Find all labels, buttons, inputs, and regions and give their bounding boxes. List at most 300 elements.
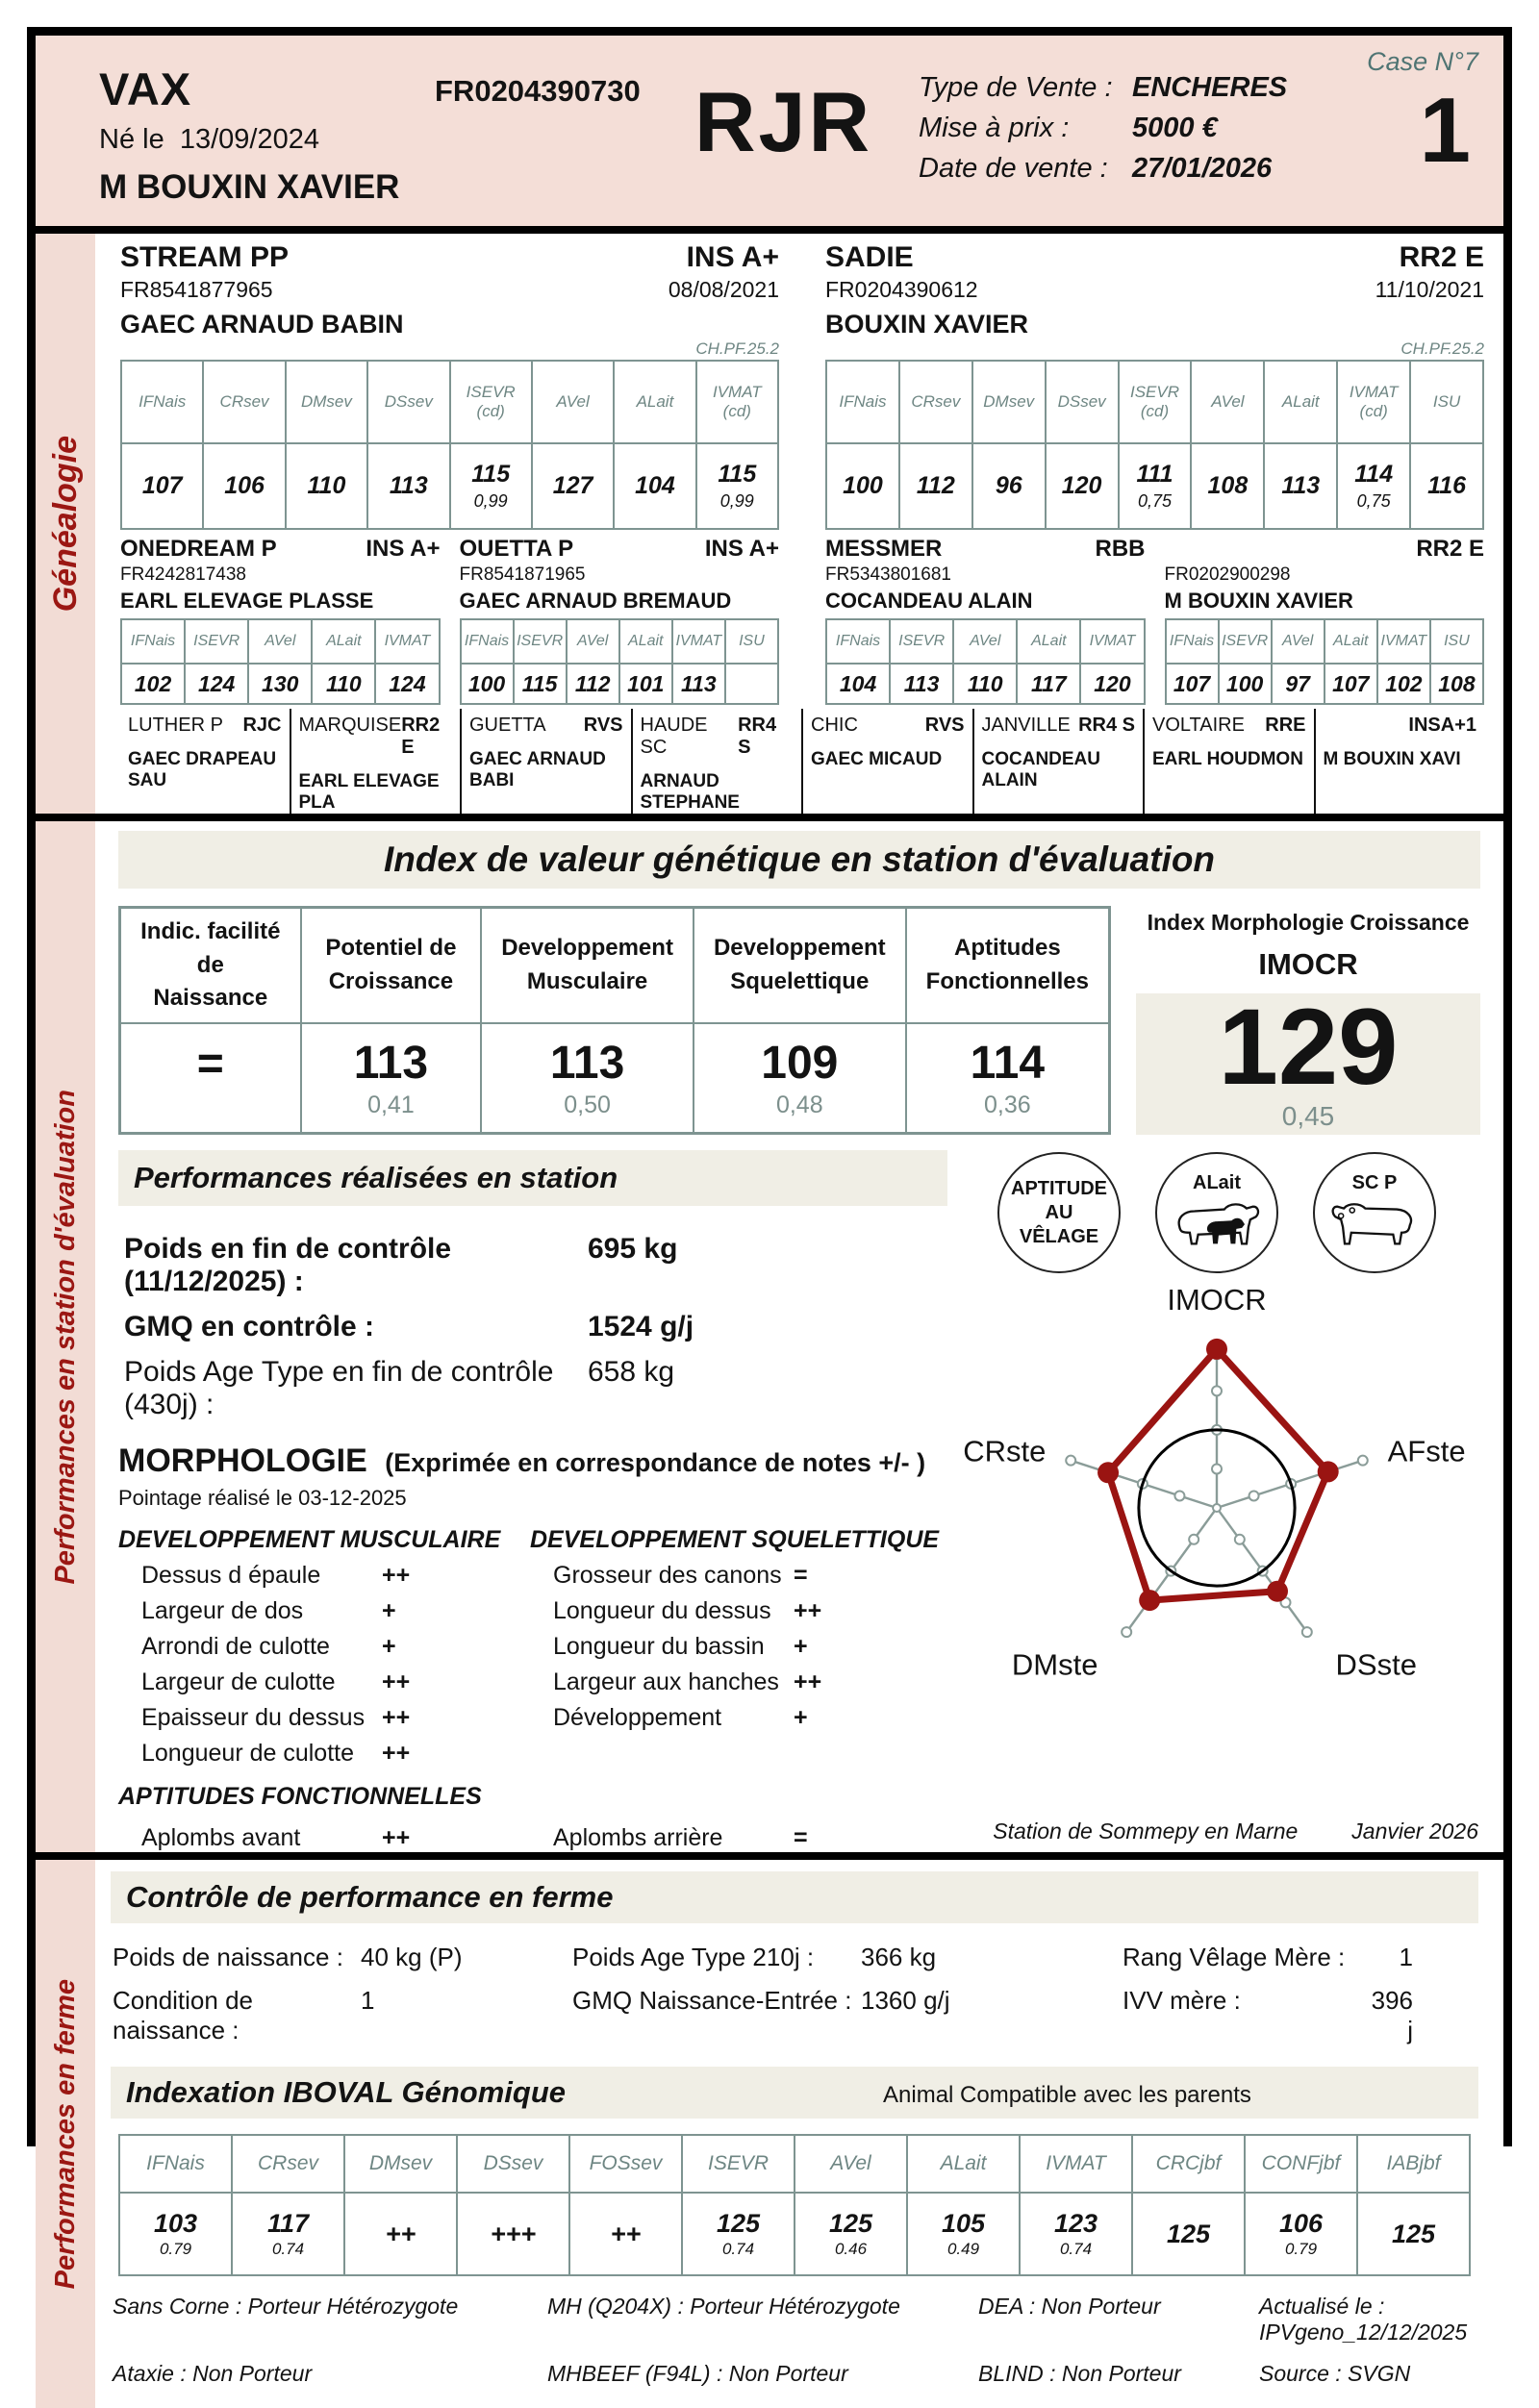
genetic-status-item: BLIND : Non Porteur [978,2361,1181,2386]
milk-aptitude-badge [1155,1152,1278,1273]
animal-name: VAX [99,63,192,114]
imocr-value: 129 [1218,987,1399,1108]
index-column-label: Indic. facilité de Naissance [121,909,300,1024]
stat-value: 117 [1016,665,1079,703]
station-name: Station de Sommepy en Marne [993,1819,1299,1844]
stat-column-header: IVMAT [374,620,438,663]
functional-row [118,1817,947,1852]
morphology-columns [118,1526,947,1768]
stat-value: 107 [1173,670,1211,696]
gp-id: FR8541871965 [459,564,586,585]
radar-tick [1212,1386,1222,1395]
breed-code: RJR [694,74,873,169]
great-grandparent-cell [801,709,972,814]
genetic-status-row [113,2294,1478,2345]
ggp-status: RRE [1265,715,1306,736]
stat-column-header: IFNais [146,2152,205,2175]
radar-data-point [1097,1462,1119,1483]
gp-id: FR0202900298 [1164,564,1291,585]
stat-column-header: ISEVR (cd) [1118,362,1191,442]
imocr-block [1136,906,1480,1135]
case-block [1367,47,1478,182]
badges-row [997,1152,1436,1273]
stat-value: 124 [184,665,247,703]
stat-column-header: IFNais [1169,633,1215,650]
ggp-name: JANVILLE [981,715,1071,736]
dam-half [825,241,1484,530]
ggp-breeder: COCANDEAU ALAIN [981,749,1100,790]
great-grandparent-cell [460,709,631,814]
great-grandparent-cell [631,709,802,814]
sale-type-row [919,72,1287,104]
stat-value: 125 0.74 [681,2194,794,2274]
station-content [95,821,1505,1852]
stat-value: 107 [1324,665,1376,703]
stat-value: 116 [1409,444,1482,528]
stat-value: 108 [1190,444,1263,528]
ggp-status: RR2 E [401,715,441,758]
stat-column-header: AVel [1271,620,1324,663]
index-value: 113 [353,1038,429,1089]
sale-type-value: ENCHERES [1132,72,1288,103]
label-value-row: Longueur de culotte ++ [141,1740,411,1767]
gp-name: ONEDREAM P [120,536,277,562]
stat-column-header: DSsev [1045,362,1118,442]
stat-column-header: ALait [613,362,694,442]
stat-column-header: IVMAT [1019,2136,1131,2192]
sire-header [120,241,779,274]
stat-column-header: ISEVR [1218,620,1271,663]
sire-name: STREAM PP [120,241,290,273]
stat-value: 110 [311,665,374,703]
sire-ref: CH.PF.25.2 [695,339,779,358]
sale-date-value: 27/01/2026 [1132,153,1273,184]
station-date: Janvier 2026 [1351,1819,1478,1844]
stat-value: 125 [1356,2194,1469,2274]
sale-date-row [919,153,1287,185]
radar-center [1213,1504,1221,1512]
dam-index-table [825,360,1484,530]
case-number: Case N°7 [1367,47,1478,76]
dam-sub [825,277,1484,303]
index-column [905,909,1108,1132]
section-divider [36,814,1503,821]
ggp-status: RR4 S [738,715,777,758]
stat-column-header: ALait [1263,362,1336,442]
stat-column-header: AVel [531,362,613,442]
dam-date: 11/10/2021 [1375,277,1484,302]
ggp-name: LUTHER P [128,715,223,736]
price-label: Mise à prix : [919,113,1070,143]
gp-breeder: M BOUXIN XAVIER [1164,589,1353,613]
stat-value: 124 [374,665,438,703]
stat-value: 115 0,99 [449,444,531,528]
stat-column-header: ISEVR [889,620,952,663]
station-left-column [109,1150,947,1852]
birth-date-line [99,124,319,156]
stat-column-header: CONFjbf [1244,2136,1356,2192]
header [36,36,1503,226]
label-value-row: Aplombs arrière = [553,1824,808,1851]
label-value-row: GMQ en contrôle : 1524 g/j [124,1311,694,1342]
stat-column-header: DMsev [285,362,366,442]
radar-chart [947,1273,1486,1727]
stat-value: 113 [889,665,952,703]
stat-value: 97 [1271,665,1324,703]
stat-value: 96 [971,444,1045,528]
imocr-cd: 0,45 [1281,1100,1335,1131]
dam-breeder: BOUXIN XAVIER [825,310,1029,339]
radar-tick [1174,1491,1184,1500]
label-value-row: Poids Age Type en fin de contrôle (430j) : 658 kg [124,1356,675,1420]
stat-column-header: IABjbf [1356,2136,1469,2192]
skeletal-column [530,1526,942,1768]
stat-column-header: AVel [794,2136,906,2192]
farm-section [36,1860,1503,2408]
station-footer [947,1819,1486,1852]
gp-breeder: EARL ELEVAGE PLASSE [120,589,374,613]
radar-tick [1189,1535,1198,1544]
gp-status: RR2 E [1416,536,1484,562]
stat-column-header: AVel [247,620,311,663]
stat-column-header: CRsev [898,362,971,442]
stat-column-header: CRsev [231,2136,343,2192]
stat-column-header: IVMAT [1079,620,1143,663]
index-value: 113 [549,1038,625,1089]
grandsire-maternal-block [825,536,1146,705]
genetic-status-item: Sans Corne : Porteur Hétérozygote [113,2294,459,2319]
card-frame [27,27,1512,2386]
index-column-label: Developpement Squelettique [694,909,905,1024]
functional-right [530,1817,942,1852]
functional-title: APTITUDES FONCTIONNELLES [118,1783,482,1810]
great-grandparent-cell [120,709,290,814]
radar-axis-end [1358,1456,1368,1466]
stat-column-header: CRCjbf [1131,2136,1244,2192]
stat-value: 103 0.79 [153,2209,198,2258]
dam-name: SADIE [825,241,914,273]
stat-value: 127 [531,444,613,528]
station-body [109,1150,1486,1852]
farm-rail-label: Performances en ferme [49,1978,81,2290]
stat-column-header: IFNais [130,633,176,650]
gp-index-table [460,618,780,705]
label-value-row: Poids de naissance : 40 kg (P) [113,1943,463,1971]
ggp-name: HAUDE SC [640,715,708,758]
sire-half [120,241,779,530]
stat-value: 115 0,99 [695,444,777,528]
ggp-breeder: M BOUXIN XAVI [1323,749,1461,769]
index-column [693,909,905,1132]
morphology-header [118,1442,947,1511]
stat-column-header: IVMAT [671,620,724,663]
sire-status: INS A+ [686,241,779,273]
gp-status: INS A+ [366,536,441,562]
stat-value: ++ [343,2194,456,2274]
farm-control-title [111,1871,1478,1923]
stat-value: 110 [952,665,1016,703]
station-title: Index de valeur génétique en station d'évaluation [118,831,1480,889]
farm-content [95,1860,1503,2408]
ggp-breeder: EARL HOUDMON [1152,749,1303,769]
radar-data-point [1267,1581,1288,1602]
radar-axis-label: DSste [1335,1647,1417,1682]
section-divider [36,1852,1503,1860]
gp-name: OUETTA P [459,536,574,562]
calving-aptitude-label: APTITUDE AU VÊLAGE [1011,1177,1107,1247]
milk-aptitude-label: ALait [1193,1171,1241,1193]
label-value-row: Aplombs avant ++ [141,1824,411,1851]
sire-breeder: GAEC ARNAUD BABIN [120,310,404,339]
granddam-maternal-block [1165,536,1485,705]
stat-value: ++ [568,2194,681,2274]
ggp-breeder: EARL ELEVAGE PLA [298,771,440,813]
stat-column-header: ALait [618,620,671,663]
radar-tick [1212,1464,1222,1473]
station-rail-label: Performances en station d'évaluation [49,1089,81,1585]
gp-name: MESSMER [825,536,943,562]
station-conformation-label: SC P [1351,1171,1398,1193]
stat-column-header: IFNais [835,633,881,650]
stat-value: 113 [671,665,724,703]
farm-facts [109,1923,1484,2067]
label-value-row: Poids Age Type 210j : 366 kg [572,1943,937,1971]
animal-id: FR0204390730 [435,74,641,108]
radar-axis-label: AFste [1387,1434,1466,1468]
calving-aptitude-badge [997,1152,1121,1273]
genetic-status-item: MH (Q204X) : Porteur Hétérozygote [547,2294,900,2319]
stat-value: 100 [1218,665,1271,703]
farm-rail [36,1860,95,2408]
imocr-title: Index Morphologie Croissance [1147,910,1470,935]
stat-value: +++ [456,2194,568,2274]
index-cd: 0,36 [984,1091,1031,1118]
gp-status: RBB [1095,536,1146,562]
sale-date-label: Date de vente : [919,153,1108,184]
ggp-breeder: ARNAUD STEPHANE [640,771,740,813]
great-grandparent-cell [1314,709,1485,814]
stat-column-header: AVel [952,620,1016,663]
dam-block [825,241,1484,530]
ggp-status: RR4 S [1078,715,1135,736]
dam-header [825,241,1484,274]
stat-column-header: IFNais [839,391,887,411]
index-value: = [196,1038,224,1090]
genetic-status-item: DEA : Non Porteur [978,2294,1161,2319]
skeletal-list [530,1562,942,1732]
stat-value: 113 [366,444,448,528]
stat-column-header: ISU [1409,362,1482,442]
ggp-status: RJC [242,715,282,736]
station-weights [124,1233,947,1421]
iboval-compatibility-note: Animal Compatible avec les parents [883,2082,1251,2108]
radar-axis-label: IMOCR [1167,1283,1267,1317]
farm-control-title-text: Contrôle de performance en ferme [126,1880,614,1914]
gp-status: INS A+ [704,536,779,562]
stat-column-header: DMsev [971,362,1045,442]
genetic-status-row [113,2361,1478,2387]
muscular-title: DEVELOPPEMENT MUSCULAIRE [118,1526,501,1553]
stat-column-header: AVel [1190,362,1263,442]
ggp-status: INSA+1 [1408,715,1476,736]
stat-column-header: DSsev [456,2136,568,2192]
label-value-row: Développement + [553,1704,808,1731]
sale-type-label: Type de Vente : [919,72,1113,103]
dam-ref: CH.PF.25.2 [1400,339,1484,358]
stat-column-header: ALait [1016,620,1079,663]
stat-column-header: IVMAT [1376,620,1429,663]
station-right-column [947,1150,1486,1852]
genetic-status-item: Ataxie : Non Porteur [113,2361,313,2386]
index-column [480,909,693,1132]
radar-axis-end [1302,1627,1312,1637]
stat-value: 101 [618,665,671,703]
ggp-status: RVS [924,715,965,736]
stat-column-header: IVMAT (cd) [695,362,777,442]
grandsire-paternal-block [120,536,441,705]
label-value-row: Dessus d épaule ++ [141,1562,411,1589]
station-rail [36,821,95,1852]
gp-index-table [120,618,441,705]
stat-value: 125 0.46 [794,2194,906,2274]
genetic-status-item: Actualisé le : IPVgeno_12/12/2025 [1259,2294,1468,2345]
radar-axis-end [1122,1627,1131,1637]
morphology-scoring-date: Pointage réalisé le 03-12-2025 [118,1486,407,1510]
ggp-name: MARQUISE [298,715,402,736]
stat-column-header: ISEVR (cd) [449,362,531,442]
label-value-row: Rang Vêlage Mère : 1 [1123,1943,1413,1971]
stat-value: 114 0,75 [1336,444,1409,528]
gp-id: FR4242817438 [120,564,246,585]
radar-axis-label: DMste [1011,1647,1098,1682]
cow-with-calf-icon [1170,1197,1264,1255]
functional-aptitudes [118,1783,947,1852]
stat-value: 102 [134,670,172,696]
stat-column-header: ALait [1324,620,1376,663]
stat-column-header: ISU [724,620,777,663]
imocr-value-box [1136,987,1480,1135]
stat-column-header: DMsev [343,2136,456,2192]
stat-value: 106 [202,444,284,528]
index-cd: 0,48 [775,1091,823,1118]
radar-axis-end [1066,1456,1075,1466]
grandparents-right [825,536,1484,705]
genealogy-rail-label: Généalogie [46,435,84,613]
iboval-title-band [111,2067,1478,2119]
stat-value: 100 [467,670,506,696]
stat-value: 107 [141,472,183,499]
ggp-breeder: GAEC DRAPEAU SAU [128,749,277,790]
stat-column-header: CRsev [202,362,284,442]
label-value-row: Condition de naissance : 1 [113,1986,375,2044]
label-value-row: Largeur aux hanches ++ [553,1668,822,1695]
stat-value [724,665,777,703]
index-column-label: Aptitudes Fonctionnelles [907,909,1108,1024]
stat-value: 106 0.79 [1244,2194,1356,2274]
gp-index-table [1165,618,1485,705]
grandparents-row [120,536,1484,705]
stat-column-header: ALait [906,2136,1019,2192]
skeletal-title: DEVELOPPEMENT SQUELETTIQUE [530,1526,940,1553]
sire-index-table [120,360,779,530]
stat-column-header: FOSsev [568,2136,681,2192]
station-section [36,821,1503,1852]
genealogy-rail [36,234,95,814]
gp-breeder: COCANDEAU ALAIN [825,589,1033,613]
stat-column-header: ISEVR [513,620,566,663]
label-value-row: IVV mère : 396 j [1123,1986,1413,2044]
price-row [919,113,1287,144]
stat-column-header: DSsev [366,362,448,442]
station-index-row [118,906,1480,1135]
gp-id: FR5343801681 [825,564,951,585]
ggp-breeder: GAEC MICAUD [811,749,943,769]
performances-title: Performances réalisées en station [118,1150,947,1206]
genealogy-content [95,234,1503,814]
stat-column-header: IVMAT (cd) [1336,362,1409,442]
ggp-name: GUETTA [469,715,546,736]
stat-column-header: ISEVR [184,620,247,663]
stat-column-header: ISEVR [681,2136,794,2192]
stat-value: 104 [613,444,694,528]
price-value: 5000 € [1132,113,1218,143]
ggp-name: VOLTAIRE [1152,715,1245,736]
muscular-list [118,1562,530,1768]
radar-tick [1235,1535,1245,1544]
farm-facts-col2 [572,1943,1123,2059]
index-cd: 0,41 [367,1091,415,1118]
stat-column-header: ISU [1429,620,1482,663]
label-value-row: Largeur de dos + [141,1597,396,1624]
station-conformation-badge [1313,1152,1436,1273]
grandparents-left [120,536,779,705]
gp-index-table [825,618,1146,705]
stat-value: 102 [1376,665,1429,703]
birth-label: Né le [99,124,164,155]
sire-block [120,241,779,530]
bull-icon [1327,1197,1422,1255]
genetic-status-item: MHBEEF (F94L) : Non Porteur [547,2361,848,2386]
index-value: 114 [970,1038,1046,1089]
stat-value: 105 0.49 [906,2194,1019,2274]
stat-value: 112 [566,665,618,703]
ggp-name: CHIC [811,715,858,736]
label-value-row: GMQ Naissance-Entrée : 1360 g/j [572,1986,950,2015]
stat-column-header: AVel [566,620,618,663]
stat-value: 117 0.74 [231,2194,343,2274]
index-column-label: Developpement Musculaire [482,909,693,1024]
index-column [300,909,481,1132]
stat-value: 115 [513,665,566,703]
genetic-status-item: Source : SVGN [1259,2361,1411,2386]
radar-data-point [1206,1339,1227,1360]
station-index-table [118,906,1111,1135]
label-value-row: Grosseur des canons = [553,1562,808,1589]
dam-id: FR0204390612 [825,277,978,302]
index-column-label: Potentiel de Croissance [302,909,481,1024]
stat-column-header: IFNais [139,391,187,411]
stat-value: 125 [1131,2194,1244,2274]
stat-value: 120 [1045,444,1118,528]
radar-data-point [1139,1590,1160,1611]
granddam-paternal-block [460,536,780,705]
index-cd: 0,50 [564,1091,611,1118]
sale-info [919,72,1287,193]
radar-data-point [1318,1461,1339,1482]
farm-facts-col1 [113,1943,572,2059]
section-divider [36,226,1503,234]
stat-value: 108 [1429,665,1482,703]
